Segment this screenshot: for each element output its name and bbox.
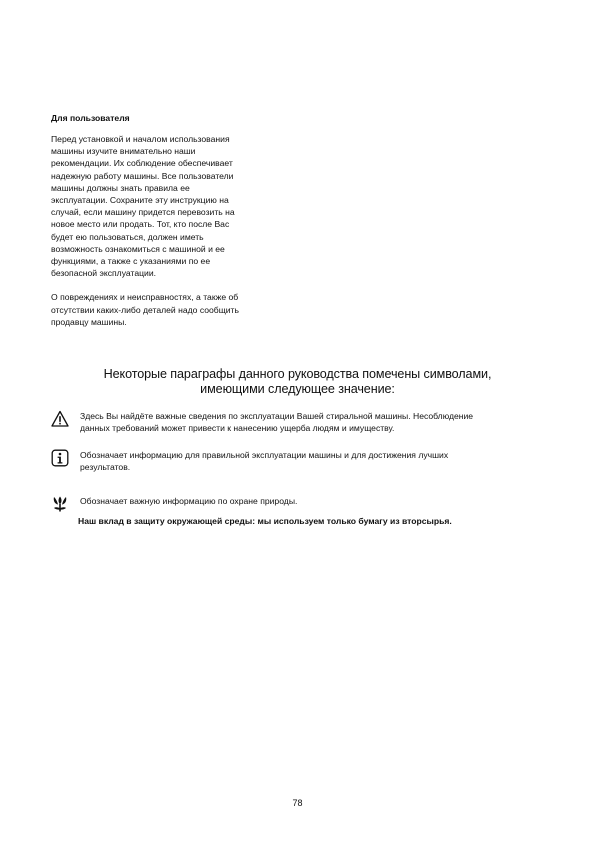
symbol-description	[80, 449, 550, 473]
symbol-description	[80, 410, 550, 434]
text-line: возможность ознакомиться с машиной и ее	[51, 243, 225, 254]
text-line: О повреждениях и неисправностях, а также об	[51, 292, 239, 303]
text-line: Перед установкой и началом использования	[51, 134, 230, 144]
user-section	[51, 112, 283, 328]
text-line: данных требований может привести к нанесению ущерба людям и имуществу.	[80, 423, 395, 434]
text-line: эксплуатации. Сохраните эту инструкцию на	[51, 195, 229, 206]
text-line: Обозначает важную информацию по охране природы.	[80, 496, 298, 506]
heading-line: имеющими следующее значение:	[200, 382, 395, 396]
text-line: надежную работу машины. Все пользователи	[51, 170, 234, 181]
environment-flower-icon	[51, 495, 69, 513]
text-line: функциями, а также с указаниями по ее	[51, 256, 211, 267]
text-line: машины должны знать правила ее	[51, 182, 190, 193]
text-line: продавцу машины.	[51, 316, 127, 327]
text-line: Обозначает информацию для правильной эксплуатации машины и для достижения лучших	[80, 450, 449, 460]
text-line: будет ею пользоваться, должен иметь	[51, 231, 204, 242]
section-heading: Для пользователя	[51, 113, 130, 123]
text-line: случай, если машину придется перевозить на	[51, 207, 235, 218]
warning-triangle-icon	[51, 410, 69, 428]
text-line: новое место или продать. Тот, кто после Вас	[51, 219, 230, 230]
text-line: результатов.	[80, 462, 131, 473]
text-line: отсутствии каких-либо деталей надо сообщить	[51, 304, 239, 315]
recycled-paper-note: Наш вклад в защиту окружающей среды: мы используем только бумагу из вторсырья.	[78, 516, 452, 526]
user-paragraph-2	[51, 291, 283, 328]
heading-line: Некоторые параграфы данного руководства помечены символами,	[103, 367, 492, 381]
symbols-heading	[40, 367, 555, 397]
text-line: машины изучите внимательно наши	[51, 146, 196, 157]
info-icon	[51, 449, 69, 467]
paragraph-gap	[51, 279, 283, 291]
text-line: рекомендации. Их соблюдение обеспечивает	[51, 158, 233, 169]
user-paragraph-1	[51, 133, 283, 279]
text-line: безопасной эксплуатации.	[51, 268, 157, 279]
text-line: Здесь Вы найдёте важные сведения по эксплуатации Вашей стиральной машины. Несоблюдение	[80, 411, 474, 421]
page-number: 78	[292, 798, 303, 808]
symbol-description	[80, 495, 550, 507]
